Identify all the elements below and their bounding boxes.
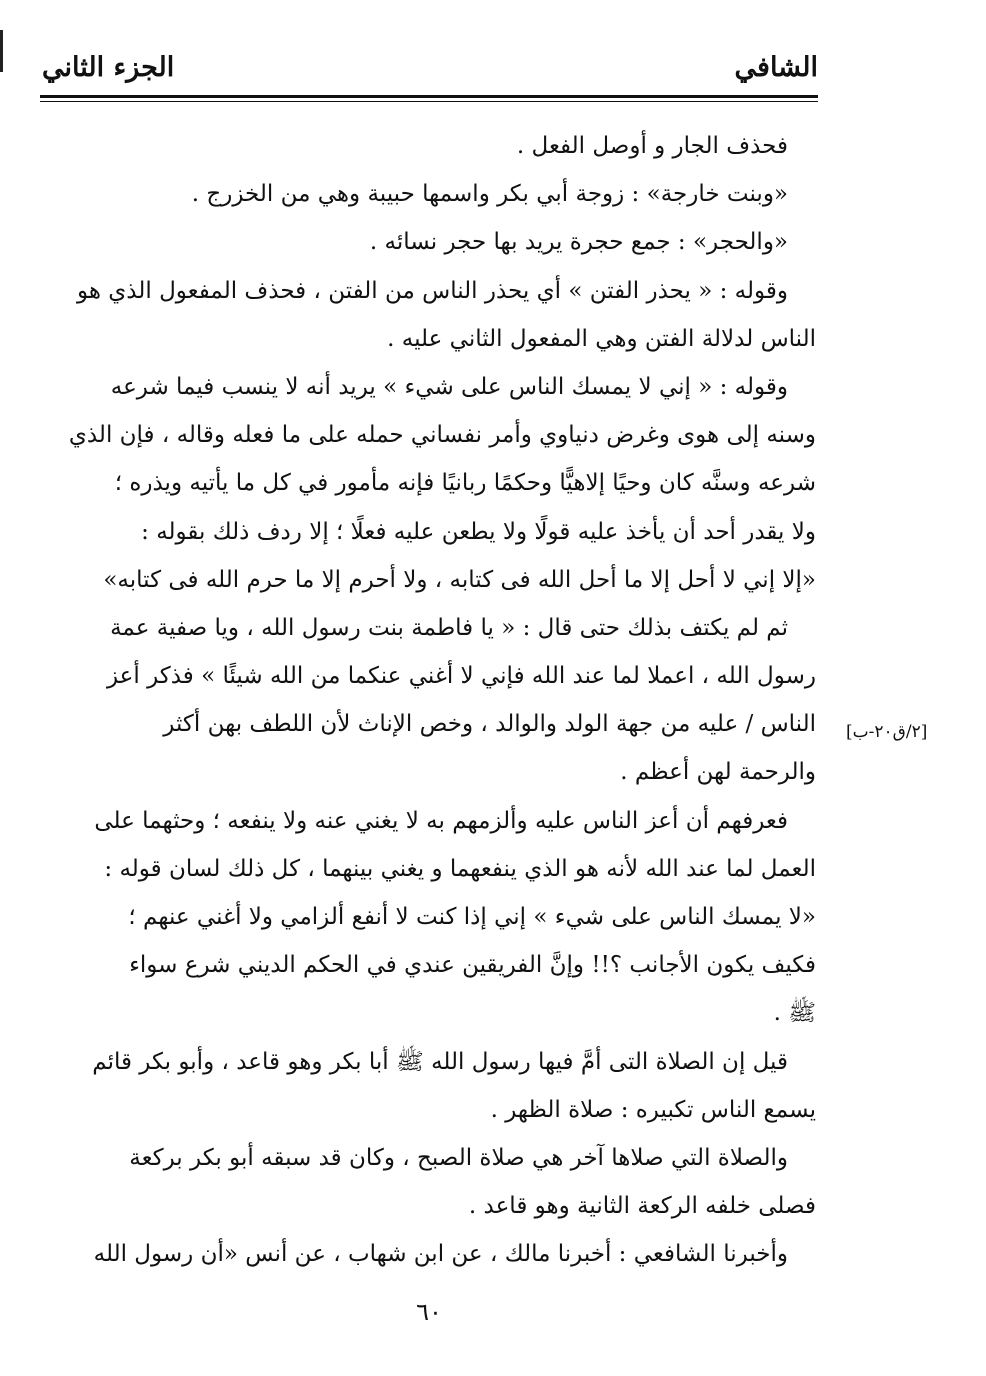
text-line: ﷺ . [773,1000,816,1027]
text-line: الناس لدلالة الفتن وهي المفعول الثاني عليه . [387,325,816,352]
text-line: ثم لم يكتف بذلك حتى قال : « يا فاطمة بنت رسول الله ، ويا صفية عمة [110,614,788,641]
manuscript-folio-note: [٢/ق٢٠-ب] [846,722,928,742]
text-line: شرعه وسنَّه كان وحيًا إلاهيًّا وحكمًا ربانيًا فإنه مأمور في كل ما يأتيه ويذره ؛ [114,470,816,497]
text-line: وأخبرنا الشافعي : أخبرنا مالك ، عن ابن شهاب ، عن أنس «أن رسول الله [93,1241,788,1268]
running-header-volume: الجزء الثاني [42,52,175,83]
text-line: «والحجر» : جمع حجرة يريد بها حجر نسائه . [369,229,788,256]
text-line: وسنه إلى هوى وغرض دنياوي وأمر نفساني حمله على ما فعله وقاله ، فإن الذي [68,422,816,449]
text-line: فصلى خلفه الركعة الثانية وهو قاعد . [468,1193,816,1220]
text-line: فحذف الجار و أوصل الفعل . [516,133,788,159]
text-line: العمل لما عند الله لأنه هو الذي ينفعهما و يغني بينهما ، كل ذلك لسان قوله : [104,855,816,882]
running-header-book-title: الشافي [734,52,818,83]
text-line: يسمع الناس تكبيره : صلاة الظهر . [490,1096,816,1123]
text-line: وقوله : « إني لا يمسك الناس على شيء » يريد أنه لا ينسب فيما شرعه [110,373,788,400]
header-rule-thin [40,101,818,102]
text-line: وقوله : « يحذر الفتن » أي يحذر الناس من الفتن ، فحذف المفعول الذي هو [76,277,788,304]
text-line: رسول الله ، اعملا لما عند الله فإني لا أغني عنكما من الله شيئًا » فذكر أعز [106,663,816,690]
text-line: «لا يمسك الناس على شيء » إني إذا كنت لا أنفع ألزامي ولا أغني عنهم ؛ [128,904,816,930]
text-line: والرحمة لهن أعظم . [620,759,816,786]
text-line: «إلا إني لا أحل إلا ما أحل الله فى كتابه ، ولا أحرم إلا ما حرم الله فى كتابه» [103,566,816,593]
text-line: فكيف يكون الأجانب ؟!! وإنَّ الفريقين عندي في الحكم الديني شرع سواء [129,952,816,979]
scan-edge-mark [0,30,3,72]
text-line: الناس / عليه من جهة الولد والوالد ، وخص الإناث لأن اللطف بهن أكثر [163,711,816,738]
text-line: قيل إن الصلاة التى أمَّ فيها رسول الله ﷺ أبا بكر وهو قاعد ، وأبو بكر قائم [92,1048,788,1075]
body-text [42,122,816,1279]
page-number: ٦٠ [416,1298,442,1326]
text-line: ولا يقدر أحد أن يأخذ عليه قولًا ولا يطعن عليه فعلًا ؛ إلا ردف ذلك بقوله : [141,518,816,545]
text-line: «وبنت خارجة» : زوجة أبي بكر واسمها حبيبة وهي من الخزرج . [191,181,788,208]
text-line: والصلاة التي صلاها آخر هي صلاة الصبح ، وكان قد سبقه أبو بكر بركعة [129,1144,788,1171]
text-line: فعرفهم أن أعز الناس عليه وألزمهم به لا يغني عنه ولا ينفعه ؛ وحثهما على [94,807,788,834]
header-rule-thick [40,95,818,98]
